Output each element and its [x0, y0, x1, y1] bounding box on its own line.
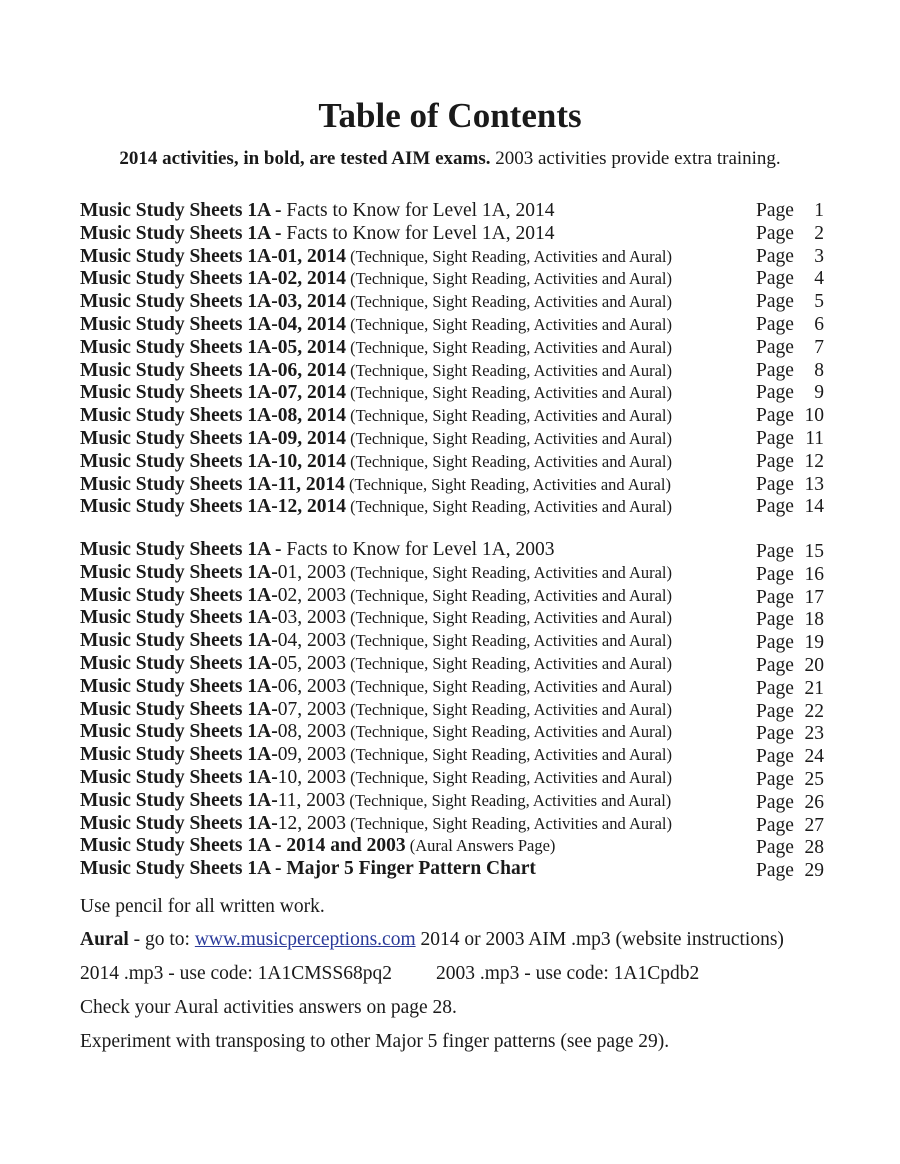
page-num: 6	[814, 313, 824, 335]
toc-entry-detail: (Aural Answers Page)	[405, 836, 556, 856]
page-label: Page	[756, 245, 794, 267]
toc-entry-detail: (Technique, Sight Reading, Activities and Aural)	[345, 699, 673, 719]
toc-entry	[80, 721, 825, 744]
toc-entry-detail: (Technique, Sight Reading, Activities and Aural)	[345, 292, 673, 312]
page-num: 19	[804, 632, 824, 654]
toc-entry-detail: (Technique, Sight Reading, Activities and Aural)	[345, 406, 673, 426]
page-num: 8	[814, 359, 824, 381]
toc-entry-detail: (Technique, Sight Reading, Activities and Aural)	[345, 246, 673, 266]
toc-entry-title	[80, 223, 554, 246]
page-number	[756, 701, 824, 724]
toc-entry-bold: Music Study Sheets 1A-03, 2014	[80, 291, 346, 313]
toc-entry-title	[80, 835, 555, 858]
toc-entry	[80, 744, 825, 767]
page-num: 2	[814, 222, 824, 244]
page-number	[756, 428, 824, 451]
page-number	[756, 815, 824, 838]
toc-entry-title	[80, 496, 672, 519]
toc-entry	[80, 314, 825, 337]
note-aural-post: 2014 or 2003 AIM .mp3 (website instructions)	[415, 929, 784, 950]
page-label: Page	[756, 632, 794, 654]
toc-entry-title	[80, 790, 671, 813]
page-number	[756, 655, 824, 678]
page-num: 14	[804, 496, 824, 518]
note-experiment: Experiment with transposing to other Major 5 finger patterns (see page 29).	[80, 1031, 670, 1052]
page-num: 11	[805, 427, 824, 449]
page-label: Page	[756, 860, 794, 882]
toc-entry-bold: Music Study Sheets 1A - Major 5 Finger Pattern Chart	[80, 858, 536, 880]
toc-entry-detail: (Technique, Sight Reading, Activities and Aural)	[345, 767, 673, 787]
note-codes	[80, 963, 699, 985]
subtitle	[0, 148, 900, 170]
toc-entry-detail: (Technique, Sight Reading, Activities and Aural)	[345, 631, 673, 651]
page-number	[756, 746, 824, 769]
page-num: 15	[804, 541, 824, 562]
toc-entry-bold: Music Study Sheets 1A-	[80, 721, 278, 743]
toc-entry-bold: Music Study Sheets 1A -	[80, 200, 287, 221]
toc-entry-title	[80, 539, 554, 562]
toc-entry-text: 11, 2003	[277, 789, 346, 811]
toc-entry	[80, 223, 825, 246]
page-number	[756, 268, 824, 291]
toc-entry	[80, 630, 825, 653]
toc-entry	[80, 428, 825, 451]
toc-entry	[80, 405, 825, 428]
toc-entry-bold: Music Study Sheets 1A-	[80, 675, 278, 697]
toc-entry-bold: Music Study Sheets 1A-05, 2014	[80, 336, 346, 358]
page-label: Page	[756, 313, 794, 335]
toc-entry-title	[80, 291, 672, 314]
toc-entry-detail: (Technique, Sight Reading, Activities and Aural)	[345, 360, 673, 380]
toc-entry-detail: (Technique, Sight Reading, Activities and Aural)	[345, 608, 673, 628]
toc-section-2003	[80, 539, 825, 881]
page-label: Page	[756, 473, 794, 495]
page-label: Page	[756, 541, 794, 562]
page-title: Table of Contents	[318, 96, 582, 135]
toc-entry	[80, 382, 825, 405]
toc-entry-bold: Music Study Sheets 1A-	[80, 766, 278, 788]
toc-entry-text: Facts to Know for Level 1A, 2003	[286, 539, 555, 560]
toc-entry-bold: Music Study Sheets 1A-	[80, 698, 278, 720]
toc-entry-detail: (Technique, Sight Reading, Activities and Aural)	[345, 562, 673, 582]
toc-entry-title	[80, 653, 672, 676]
code-2014: 2014 .mp3 - use code: 1A1CMSS68pq2	[80, 963, 392, 984]
toc-entry-detail: (Technique, Sight Reading, Activities and Aural)	[344, 474, 671, 494]
toc-entry-bold: Music Study Sheets 1A-07, 2014	[80, 382, 346, 404]
toc-entry-detail: (Technique, Sight Reading, Activities and Aural)	[345, 497, 673, 517]
toc-entry-detail: (Technique, Sight Reading, Activities and Aural)	[345, 585, 673, 605]
page-label: Page	[756, 609, 794, 631]
page-number	[756, 678, 824, 701]
page-label: Page	[756, 382, 794, 404]
toc-entry	[80, 790, 825, 813]
toc-entry	[80, 474, 825, 497]
page-number	[756, 837, 824, 860]
toc-entry	[80, 360, 825, 383]
toc-entry-bold: Music Study Sheets 1A-	[80, 561, 278, 583]
toc-entry-text: 10, 2003	[277, 766, 346, 788]
toc-entry-text: Facts to Know for Level 1A, 2014	[286, 200, 555, 221]
toc-entry-detail: (Technique, Sight Reading, Activities and Aural)	[345, 337, 673, 357]
page-num: 5	[814, 291, 824, 313]
toc-entry-bold: Music Study Sheets 1A-11, 2014	[80, 473, 345, 495]
website-link[interactable]: www.musicperceptions.com	[194, 929, 416, 950]
toc-entry-bold: Music Study Sheets 1A-01, 2014	[80, 245, 346, 267]
toc-entry-bold: Music Study Sheets 1A - 2014 and 2003	[80, 835, 406, 857]
toc-entry	[80, 585, 825, 608]
toc-entry-text: 01, 2003	[277, 561, 346, 583]
page-label: Page	[756, 677, 794, 699]
toc-entry-text: 05, 2003	[277, 652, 346, 674]
page-label: Page	[756, 814, 794, 836]
toc-entry-title	[80, 585, 672, 608]
toc-entry-title	[80, 721, 672, 744]
toc-entry-title	[80, 813, 672, 836]
toc-entry-title	[80, 200, 554, 223]
note-check: Check your Aural activities answers on page 28.	[80, 997, 457, 1018]
page-number	[756, 337, 824, 360]
page-number	[756, 541, 824, 564]
page-number	[756, 405, 824, 428]
page-number	[756, 564, 824, 587]
toc-entry	[80, 562, 825, 585]
page-num: 13	[804, 473, 824, 495]
page-number	[756, 451, 824, 474]
page-number	[756, 291, 824, 314]
toc-entry	[80, 268, 825, 291]
toc-entry-bold: Music Study Sheets 1A-	[80, 789, 278, 811]
page-label: Page	[756, 837, 794, 859]
toc-entry-bold: Music Study Sheets 1A -	[80, 222, 287, 244]
page-num: 17	[804, 586, 824, 608]
toc-entry	[80, 835, 825, 858]
page-num: 29	[804, 860, 824, 882]
toc-entry-bold: Music Study Sheets 1A-	[80, 812, 278, 834]
toc-entry	[80, 451, 825, 474]
toc-entry-title	[80, 314, 672, 337]
toc-entry-title	[80, 246, 672, 269]
page-number	[756, 360, 824, 383]
page-number	[756, 246, 824, 269]
page-num: 12	[804, 450, 824, 472]
toc-entry-title	[80, 744, 672, 767]
toc-entry-title	[80, 428, 672, 451]
page-num: 1	[814, 200, 824, 221]
toc-entry-detail: (Technique, Sight Reading, Activities and Aural)	[345, 383, 673, 403]
toc-entry	[80, 200, 825, 223]
page-label: Page	[756, 791, 794, 813]
toc-entry-detail: (Technique, Sight Reading, Activities and Aural)	[345, 653, 673, 673]
toc-entry-detail: (Technique, Sight Reading, Activities and Aural)	[345, 745, 673, 765]
toc-entry	[80, 813, 825, 836]
toc-entry-title	[80, 858, 536, 881]
toc-entry-text: 06, 2003	[277, 675, 346, 697]
note-pencil: Use pencil for all written work.	[80, 896, 325, 917]
page-num: 21	[804, 677, 824, 699]
toc-entry-title	[80, 562, 672, 585]
note-aural	[80, 929, 784, 951]
page-num: 27	[804, 814, 824, 836]
page-num: 20	[804, 654, 824, 676]
code-2003: 2003 .mp3 - use code: 1A1Cpdb2	[436, 963, 700, 984]
subtitle-bold: 2014 activities, in bold, are tested AIM exams.	[119, 148, 491, 169]
toc-entry-bold: Music Study Sheets 1A -	[80, 539, 287, 560]
toc-entry-bold: Music Study Sheets 1A-	[80, 607, 278, 629]
toc-entry	[80, 653, 825, 676]
toc-entry-bold: Music Study Sheets 1A-04, 2014	[80, 313, 346, 335]
subtitle-normal: 2003 activities provide extra training.	[490, 148, 781, 169]
toc-entry-bold: Music Study Sheets 1A-06, 2014	[80, 359, 346, 381]
page-number	[756, 223, 824, 246]
toc-entry-detail: (Technique, Sight Reading, Activities and Aural)	[345, 269, 673, 289]
page-label: Page	[756, 746, 794, 768]
page-number	[756, 587, 824, 610]
toc-entry-text: 02, 2003	[277, 584, 346, 606]
page-label: Page	[756, 450, 794, 472]
toc-entry-detail: (Technique, Sight Reading, Activities and Aural)	[345, 314, 673, 334]
page-label: Page	[756, 496, 794, 518]
page-label: Page	[756, 427, 794, 449]
toc-entry-title	[80, 767, 672, 790]
page-label: Page	[756, 359, 794, 381]
page-num: 3	[814, 245, 824, 267]
page-label: Page	[756, 222, 794, 244]
toc-entry-detail: (Technique, Sight Reading, Activities and Aural)	[345, 428, 673, 448]
page-number	[756, 632, 824, 655]
page-number	[756, 792, 824, 815]
toc-entry-title	[80, 607, 672, 630]
page-num: 26	[804, 791, 824, 813]
toc-entry-title	[80, 474, 671, 497]
toc-entry-text: 12, 2003	[277, 812, 346, 834]
toc-entry-bold: Music Study Sheets 1A-	[80, 584, 278, 606]
toc-entry-title	[80, 382, 672, 405]
page-num: 28	[804, 837, 824, 859]
page-num: 7	[814, 336, 824, 358]
page-number	[756, 496, 824, 519]
page-num: 16	[804, 563, 824, 585]
page-label: Page	[756, 268, 794, 290]
toc-entry	[80, 291, 825, 314]
page-num: 24	[804, 746, 824, 768]
toc-entry-detail: (Technique, Sight Reading, Activities and Aural)	[345, 451, 673, 471]
page-label: Page	[756, 563, 794, 585]
page-number	[756, 200, 824, 223]
page-label: Page	[756, 654, 794, 676]
page-number	[756, 314, 824, 337]
toc-entry-text: 07, 2003	[277, 698, 346, 720]
page-num: 22	[804, 700, 824, 722]
page-label: Page	[756, 768, 794, 790]
page-label: Page	[756, 586, 794, 608]
toc-entry-detail: (Technique, Sight Reading, Activities and Aural)	[345, 813, 673, 833]
toc-entry	[80, 767, 825, 790]
toc-entry	[80, 676, 825, 699]
page-num: 4	[814, 268, 824, 290]
toc-entry-bold: Music Study Sheets 1A-10, 2014	[80, 450, 346, 472]
toc-entry-title	[80, 360, 672, 383]
page-label: Page	[756, 405, 794, 427]
toc-entry-text: 03, 2003	[277, 607, 346, 629]
toc-entry-detail: (Technique, Sight Reading, Activities and Aural)	[345, 676, 673, 696]
toc-entry-text: Facts to Know for Level 1A, 2014	[286, 222, 555, 244]
toc-entry	[80, 337, 825, 360]
toc-entry-title	[80, 676, 672, 699]
page-label: Page	[756, 200, 794, 221]
page-num: 25	[804, 768, 824, 790]
page-label: Page	[756, 700, 794, 722]
page-label: Page	[756, 291, 794, 313]
toc-entry-bold: Music Study Sheets 1A-	[80, 652, 278, 674]
toc-entry	[80, 858, 825, 881]
page-number	[756, 609, 824, 632]
page-number	[756, 474, 824, 497]
page-num: 10	[804, 405, 824, 427]
toc-entry-title	[80, 268, 672, 291]
toc-entry-title	[80, 630, 672, 653]
page-label: Page	[756, 723, 794, 745]
toc-entry-text: 04, 2003	[277, 630, 346, 652]
toc-entry-bold: Music Study Sheets 1A-12, 2014	[80, 496, 346, 518]
toc-entry-text: 08, 2003	[277, 721, 346, 743]
page-number	[756, 382, 824, 405]
page-label: Page	[756, 336, 794, 358]
toc-entry-bold: Music Study Sheets 1A-09, 2014	[80, 427, 346, 449]
toc-entry-title	[80, 337, 672, 360]
toc-entry	[80, 607, 825, 630]
page-num: 9	[814, 382, 824, 404]
toc-entry-bold: Music Study Sheets 1A-	[80, 744, 278, 766]
toc-entry	[80, 496, 825, 519]
page-number	[756, 860, 824, 883]
page-num: 23	[804, 723, 824, 745]
toc-entry	[80, 699, 825, 722]
toc-entry-detail: (Technique, Sight Reading, Activities and Aural)	[345, 722, 673, 742]
toc-entry-title	[80, 699, 672, 722]
toc-section-2014	[80, 200, 825, 519]
page-num: 18	[804, 609, 824, 631]
toc-entry-bold: Music Study Sheets 1A-08, 2014	[80, 405, 346, 427]
toc-entry-bold: Music Study Sheets 1A-	[80, 630, 278, 652]
toc-entry-text: 09, 2003	[277, 744, 346, 766]
toc-entry	[80, 539, 825, 562]
toc-entry	[80, 246, 825, 269]
toc-entry-detail: (Technique, Sight Reading, Activities and Aural)	[345, 790, 672, 810]
toc-entry-title	[80, 405, 672, 428]
note-aural-pre: - go to:	[128, 929, 195, 950]
page-number	[756, 769, 824, 792]
page-number	[756, 723, 824, 746]
toc-entry-title	[80, 451, 672, 474]
note-aural-label: Aural	[80, 929, 129, 950]
toc-entry-bold: Music Study Sheets 1A-02, 2014	[80, 268, 346, 290]
